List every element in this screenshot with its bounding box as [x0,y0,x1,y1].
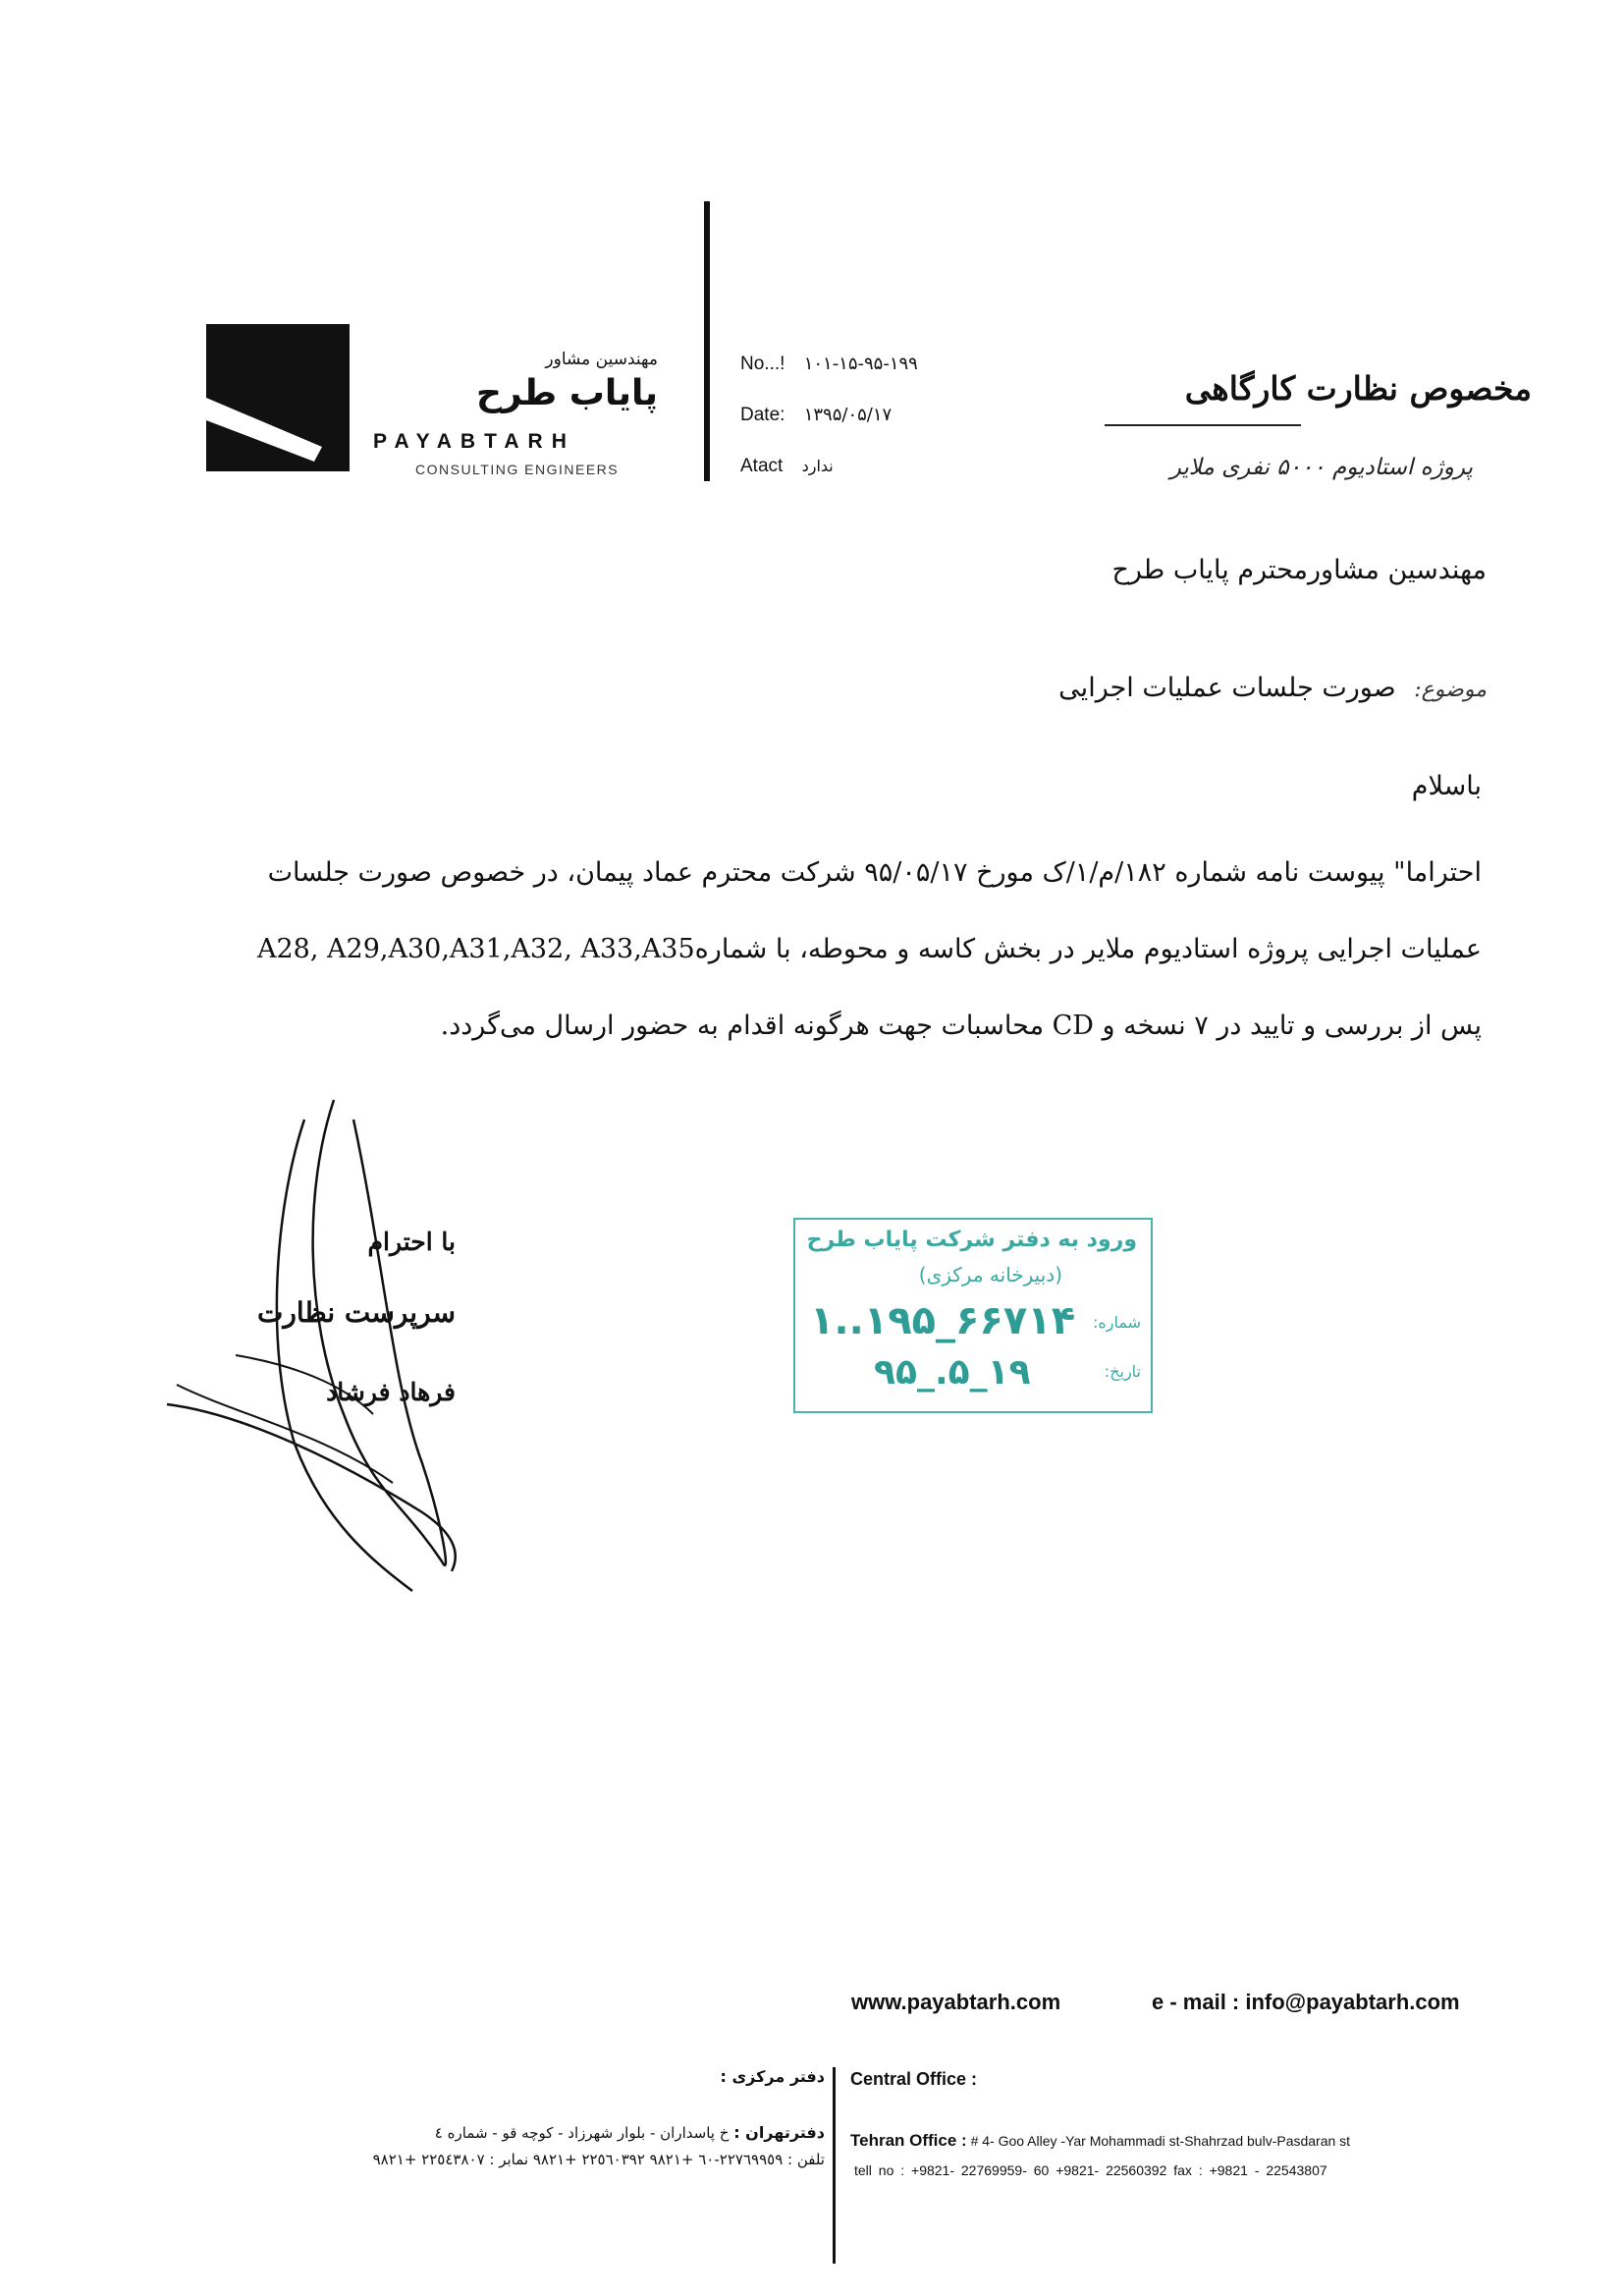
tehran-office-address-fa: خ پاسداران - بلوار شهرزاد - کوچه قو - شماره ٤ [434,2124,730,2142]
topic-label: موضوع: [1414,678,1487,702]
paragraph-line: احتراما" پیوست نامه شماره ۱۸۲/م/۱/ک مورخ ۹۵/۰۵/۱۷ شرکت محترم عماد پیمان، در خصوص صورت جلسات [267,857,1482,888]
letter-number-row [740,354,918,375]
letter-number-label: No...! [740,354,785,374]
footer-tehran-office-en [850,2131,1350,2151]
letter-attachment-value: ندارد [801,457,834,475]
footer-tehran-office-fa [147,2123,825,2142]
paragraph-line: عملیات اجرایی پروژه استادیوم ملایر در بخش کاسه و محوطه، با شمارهA28, A29,A30,A31,A32, A33,A35 [257,934,1482,964]
letter-attachment-label: Atact [740,456,784,476]
signature-title: سرپرست نظارت [256,1296,456,1329]
tehran-office-label-en: Tehran Office : [850,2131,967,2150]
footer-website[interactable]: www.payabtarh.com [851,1990,1061,2014]
handwritten-subject: مخصوص نظارت کارگاهی [1184,369,1532,408]
letter-date-row [740,405,892,426]
footer-phone-en: tell no : +9821- 22769959- 60 +9821- 22560392 fax : +9821 - 22543807 [854,2162,1327,2178]
footer-central-office-fa: دفتر مرکزی : [720,2067,825,2086]
stamp-number-value: ۱..۱۹۵_۶۶۷۱۴ [810,1298,1076,1343]
handwritten-project: پروژه استادیوم ۵۰۰۰ نفری ملایر [1169,455,1473,480]
logo-mark-icon [206,324,350,471]
letter-paragraph [156,835,1482,1065]
signature-closing: با احترام [367,1228,456,1256]
footer-phone-fa: تلفن : ٢٢٧٦٩٩٥٩-٦٠ +٩٨٢١ ٢٢٥٦٠٣٩٢ +٩٨٢١ نمابر : ٢٢٥٤٣٨٠٧ +٩٨٢١ [372,2151,825,2168]
logo-subtitle-en: CONSULTING ENGINEERS [415,462,620,477]
footer-email[interactable]: e - mail : info@payabtarh.com [1152,1990,1460,2014]
stamp-date-label: تاریخ: [1104,1362,1141,1381]
stamp-date-value: ۹۵_.۵_۱۹ [874,1352,1031,1393]
footer-central-office-en: Central Office : [850,2069,978,2089]
paragraph-line: پس از بررسی و تایید در ۷ نسخه و CD محاسبات جهت هرگونه اقدام به حضور ارسال می‌گردد. [440,1011,1482,1041]
header-divider [704,201,710,481]
logo-name-en: PAYABTARH [373,430,575,453]
footer-divider [833,2067,836,2264]
stamp-subtitle: (دبیرخانه مرکزی) [918,1263,1062,1286]
receipt-stamp [793,1218,1153,1413]
greeting: باسلام [1411,771,1482,801]
addressee: مهندسین مشاورمحترم پایاب طرح [1111,555,1487,585]
letter-number-value: ۱۰۱-۱۵-۹۵-۱۹۹ [803,354,918,374]
topic-text: صورت جلسات عملیات اجرایی [1058,673,1396,703]
letter-date-label: Date: [740,405,785,425]
tehran-office-address-en: # 4- Goo Alley -Yar Mohammadi st-Shahrzad bulv-Pasdaran st [970,2133,1351,2149]
stamp-number-label: شماره: [1092,1313,1141,1332]
logo-name-fa: پایاب طرح [475,373,658,413]
company-logo [206,324,350,471]
stamp-title: ورود به دفتر شرکت پایاب طرح [806,1228,1137,1252]
tehran-office-label-fa: دفترتهران : [733,2123,825,2142]
logo-subtitle-fa: مهندسین مشاور [545,350,658,369]
signature-name: فرهاد فرشاد [326,1378,456,1406]
letter-date-value: ۱۳۹۵/۰۵/۱۷ [803,405,893,425]
topic-row [1058,673,1487,703]
subject-underline [1105,424,1301,426]
handwritten-signature [157,1090,491,1601]
letter-attachment-row [740,456,834,477]
